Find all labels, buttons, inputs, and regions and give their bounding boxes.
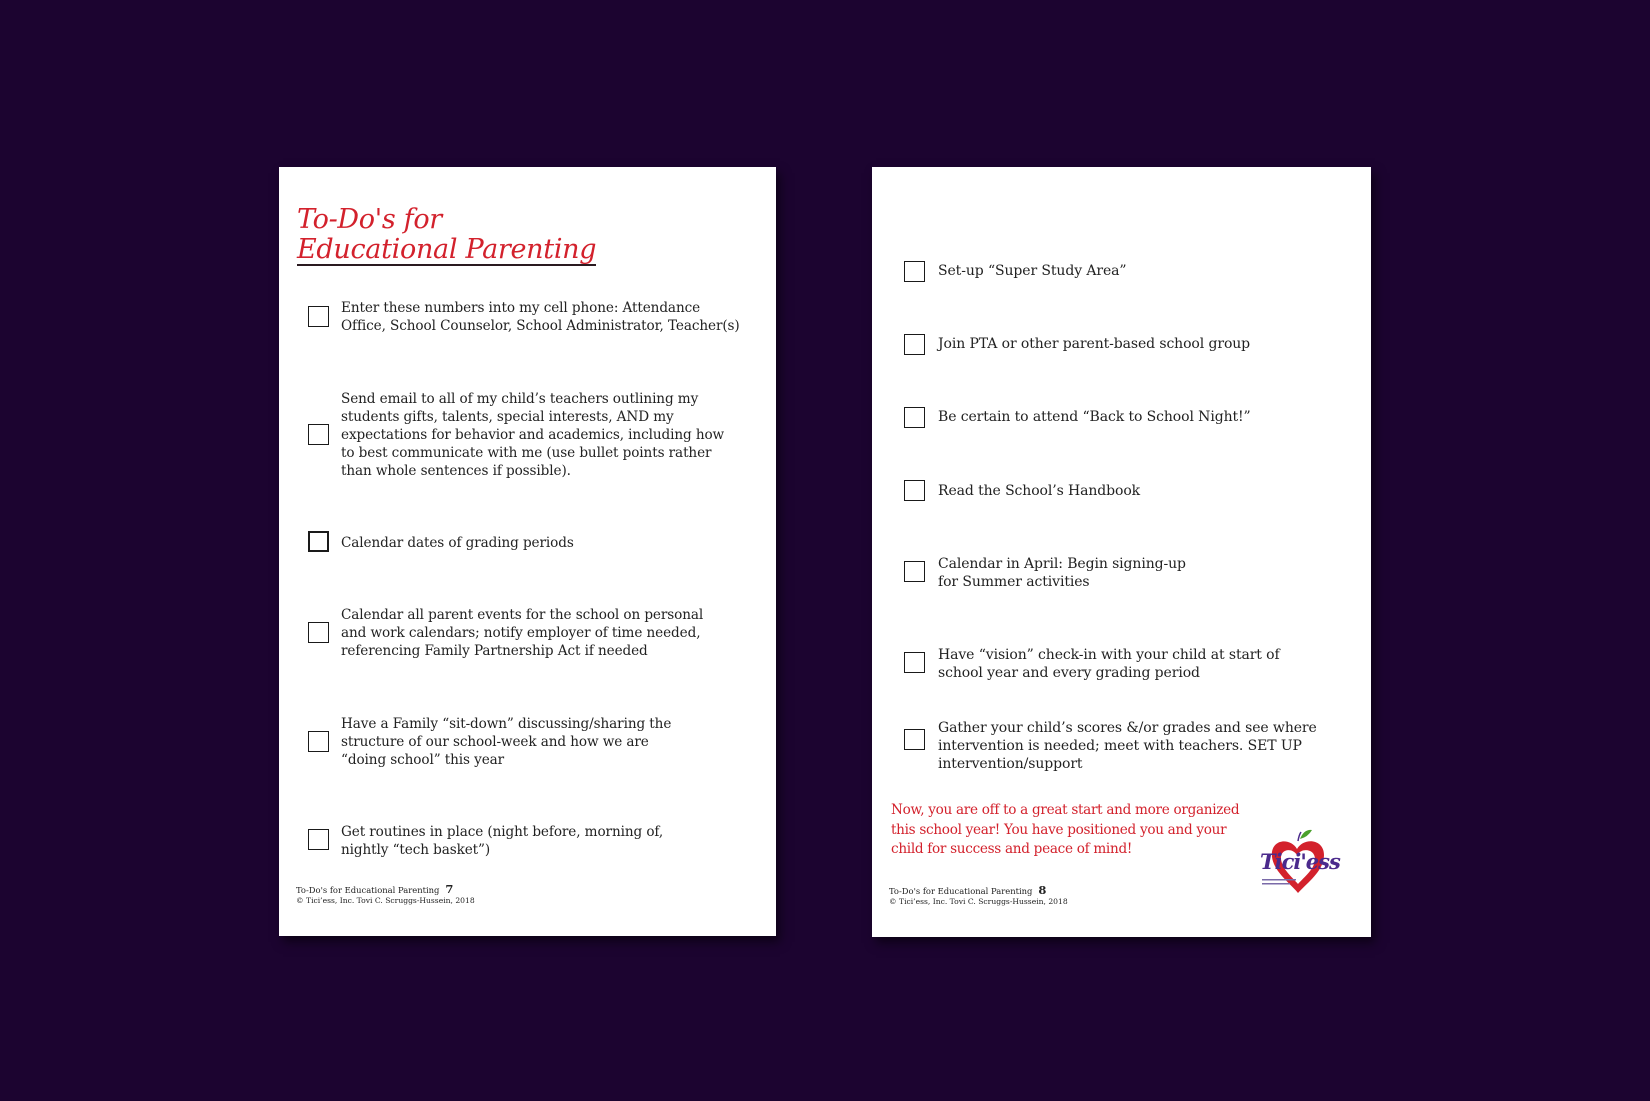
logo-wordmark: Tici'ess xyxy=(1260,849,1340,874)
page-7 xyxy=(279,167,776,936)
todo-item-text: Enter these numbers into my cell phone: Attendance Office, School Counselor, School Administrator, Teacher(s) xyxy=(341,300,740,334)
todo-item-text: Get routines in place (night before, morning of, nightly “tech basket”) xyxy=(341,824,664,858)
page-title xyxy=(297,205,596,266)
copyright: © Tici’ess, Inc. Tovi C. Scruggs-Hussein, 2018 xyxy=(296,896,475,905)
todo-item-text: Gather your child’s scores &/or grades and see where intervention is needed; meet with teachers. SET UP intervention/support xyxy=(938,720,1317,772)
todo-item-text: Join PTA or other parent-based school group xyxy=(938,336,1251,352)
checkbox[interactable] xyxy=(904,652,925,673)
checkbox[interactable] xyxy=(308,731,329,752)
todo-item-text: Calendar dates of grading periods xyxy=(341,535,574,551)
closing-message: Now, you are off to a great start and more organized this school year! You have positioned you and your child for success and peace of mind! xyxy=(891,802,1240,857)
title-line-1: To-Do's for xyxy=(297,204,442,235)
page-number: 7 xyxy=(445,882,454,896)
checkbox[interactable] xyxy=(904,561,925,582)
todo-item-text: Calendar in April: Begin signing-up for Summer activities xyxy=(938,556,1186,590)
todo-item-text: Be certain to attend “Back to School Night!” xyxy=(938,409,1251,425)
checkbox[interactable] xyxy=(904,407,925,428)
checkbox[interactable] xyxy=(308,531,329,552)
todo-item-text: Calendar all parent events for the school on personal and work calendars; notify employer of time needed, referencing Family Partnership Act if needed xyxy=(341,607,704,659)
title-line-2: Educational Parenting xyxy=(297,234,597,265)
footer-title: To-Do's for Educational Parenting xyxy=(889,886,1033,896)
checkbox[interactable] xyxy=(904,261,925,282)
page-footer xyxy=(889,885,1068,907)
checkbox[interactable] xyxy=(904,729,925,750)
todo-item-text: Send email to all of my child’s teachers outlining my students gifts, talents, special interests, AND my expectations for behavior and academics, including how to best communicate with me (use bullet points rather than whole sentences if possible). xyxy=(341,391,725,479)
checkbox[interactable] xyxy=(904,334,925,355)
checkbox[interactable] xyxy=(308,306,329,327)
page-footer xyxy=(296,884,475,906)
todo-item-text: Set-up “Super Study Area” xyxy=(938,263,1127,279)
copyright: © Tici’ess, Inc. Tovi C. Scruggs-Hussein, 2018 xyxy=(889,897,1068,906)
page-8 xyxy=(872,167,1371,937)
checkbox[interactable] xyxy=(308,622,329,643)
checkbox[interactable] xyxy=(308,829,329,850)
apple-heart-logo-icon xyxy=(1252,827,1342,903)
checkbox[interactable] xyxy=(904,480,925,501)
todo-item-text: Have “vision” check-in with your child at start of school year and every grading period xyxy=(938,647,1280,681)
ticiess-logo xyxy=(1252,827,1342,903)
todo-item-text: Read the School’s Handbook xyxy=(938,483,1141,499)
footer-title: To-Do's for Educational Parenting xyxy=(296,885,440,895)
todo-item-text: Have a Family “sit-down” discussing/sharing the structure of our school-week and how we are “doing school” this year xyxy=(341,716,672,768)
checkbox[interactable] xyxy=(308,424,329,445)
page-number: 8 xyxy=(1038,883,1047,897)
